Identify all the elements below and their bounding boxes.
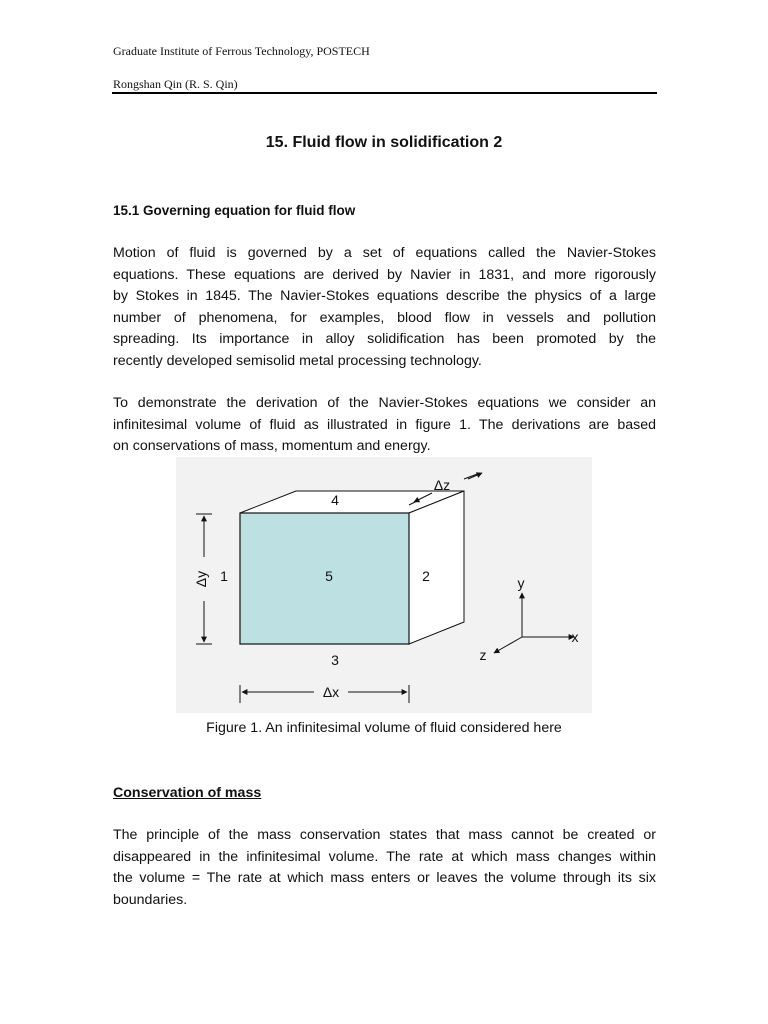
paragraph-line: number of phenomena, for examples, blood flow in vessels and pollution: [113, 309, 656, 326]
dz-label: Δz: [433, 477, 451, 493]
face-label-4: 4: [331, 492, 339, 508]
paragraph-line: infinitesimal volume of fluid as illustrated in figure 1. The derivations are based: [113, 416, 656, 433]
paragraph-line: disappeared in the infinitesimal volume. The rate at which mass changes within: [113, 848, 656, 865]
paragraph-mass-conservation: [113, 825, 656, 911]
subheading-conservation-of-mass: Conservation of mass: [113, 785, 262, 801]
header-institute: Graduate Institute of Ferrous Technology, POSTECH: [113, 44, 370, 58]
page-title: 15. Fluid flow in solidification 2: [265, 134, 503, 151]
paragraph-intro: [113, 243, 656, 373]
paragraph-line: by Stokes in 1845. The Navier-Stokes equations describe the physics of a large: [113, 288, 656, 305]
header-author: Rongshan Qin (R. S. Qin): [113, 77, 238, 91]
cube-right-face: [409, 491, 464, 644]
paragraph-line: Motion of fluid is governed by a set of equations called the Navier-Stokes: [113, 245, 656, 261]
paragraph-line: The principle of the mass conservation states that mass cannot be created or: [113, 827, 656, 843]
dy-label: Δy: [193, 570, 209, 588]
figure-caption: Figure 1. An infinitesimal volume of fluid considered here: [206, 720, 562, 736]
dx-label: Δx: [322, 684, 340, 700]
z-axis-label: z: [479, 647, 487, 663]
paragraph-line: boundaries.: [113, 891, 188, 908]
paragraph-line: on conservations of mass, momentum and energy.: [113, 438, 431, 455]
paragraph-line: the volume = The rate at which mass enters or leaves the volume through its six: [113, 870, 656, 887]
section-heading: 15.1 Governing equation for fluid flow: [113, 203, 356, 218]
fluid-volume-figure: [176, 457, 592, 713]
paragraph-line: To demonstrate the derivation of the Navier-Stokes equations we consider an: [113, 395, 656, 411]
paragraph-line: recently developed semisolid metal processing technology.: [113, 352, 482, 369]
paragraph-line: spreading. Its importance in alloy solidification has been promoted by the: [113, 331, 656, 348]
x-axis-label: x: [571, 629, 579, 645]
paragraph-line: equations. These equations are derived by Navier in 1831, and more rigorously: [113, 266, 656, 283]
face-label-5: 5: [325, 568, 333, 584]
face-label-1: 1: [220, 568, 228, 584]
face-label-2: 2: [422, 568, 430, 584]
face-label-3: 3: [331, 652, 339, 668]
paragraph-derivation: [113, 393, 656, 458]
y-axis-label: y: [517, 575, 525, 591]
header-divider: [112, 92, 657, 94]
